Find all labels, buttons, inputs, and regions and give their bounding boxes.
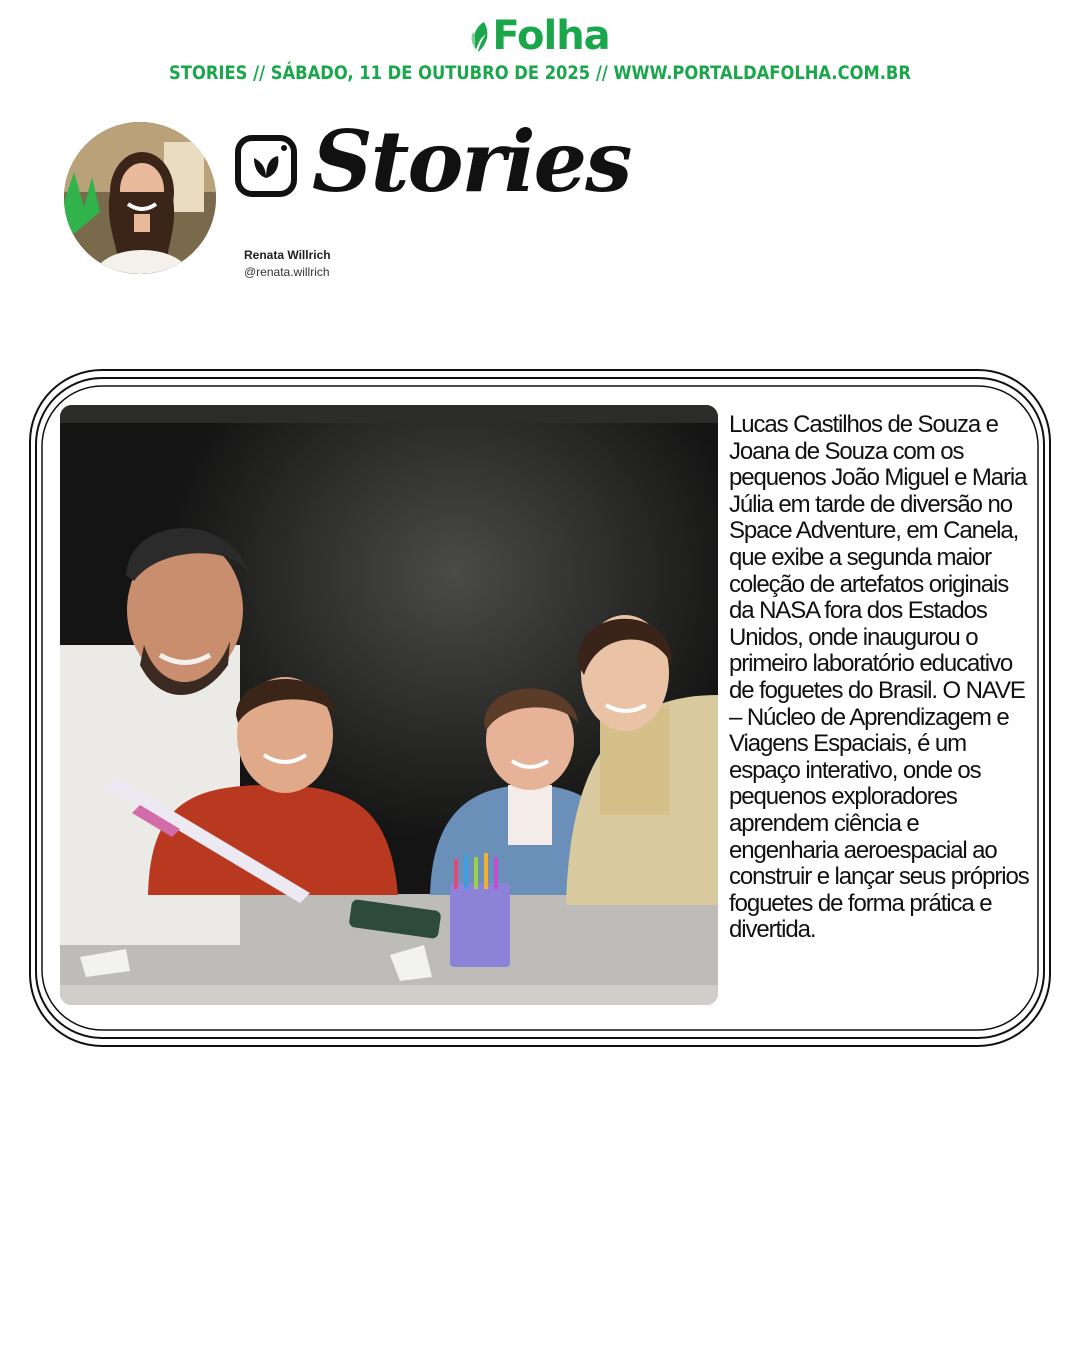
brand-name: Folha — [492, 13, 610, 59]
family-at-table-photo — [60, 405, 718, 1005]
author-name: Renata Willrich — [244, 248, 331, 262]
instagram-leaf-icon — [234, 134, 298, 198]
avatar — [64, 122, 216, 274]
author-portrait — [64, 122, 216, 274]
dateline: STORIES // SÁBADO, 11 DE OUTUBRO DE 2025 // WWW.PORTALDAFOLHA.COM.BR — [169, 62, 911, 84]
brand-header — [0, 12, 1080, 60]
section-title: Stories — [312, 112, 631, 211]
author-handle[interactable]: @renata.willrich — [244, 265, 330, 279]
story-caption: Lucas Castilhos de Souza e Joana de Souza com os pequenos João Miguel e Maria Júlia em tarde de diversão no Space Adventure, em Canela, que exibe a segunda maior coleção de artefatos originais da NASA fora dos Estados Unidos, onde inaugurou o primeiro laboratório educativo de foguetes do Brasil. O NAVE – Núcleo de Aprendizagem e Viagens Espaciais, é um espaço interativo, onde os pequenos exploradores aprendem ciência e engenharia aeroespacial ao construir e lançar seus próprios foguetes de forma prática e divertida. — [729, 411, 1029, 944]
brand-logo[interactable] — [470, 12, 609, 60]
leaf-icon — [470, 20, 490, 54]
